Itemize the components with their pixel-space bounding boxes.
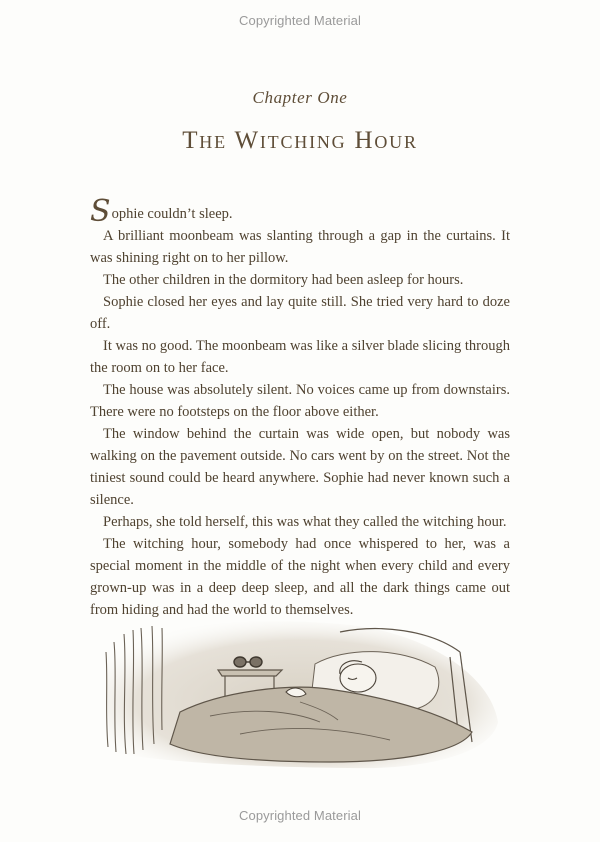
paragraph: The house was absolutely silent. No voices came up from downstairs. There were no footsteps on the floor above either. [90,382,510,420]
paragraph: The window behind the curtain was wide open, but nobody was walking on the pavement outside. No cars went by on the street. Not the tiniest sound could be heard anywhere. Sophie had never known such a silence. [90,426,510,508]
copyright-watermark-top: Copyrighted Material [239,13,361,28]
paragraph: A brilliant moonbeam was slanting through a gap in the curtains. It was shining right on to her pillow. [90,228,510,266]
chapter-body [90,194,510,621]
paragraph [90,194,510,229]
copyright-watermark-bottom: Copyrighted Material [239,808,361,823]
paragraph: The other children in the dormitory had been asleep for hours. [103,272,464,288]
chapter-title: The Witching Hour [182,127,418,154]
paragraph: It was no good. The moonbeam was like a silver blade slicing through the room on to her face. [90,338,510,376]
chapter-label: Chapter One [252,88,348,107]
sleeping-girl-illustration [100,612,500,772]
drop-cap: S [90,194,111,229]
paragraph: Perhaps, she told herself, this was what they called the witching hour. [103,514,507,530]
paragraph: The witching hour, somebody had once whispered to her, was a special moment in the middle of the night when every child and every grown-up was in a deep deep sleep, and all the dark things came out from hiding and had the world to themselves. [90,536,510,618]
paragraph-text: ophie couldn’t sleep. [111,206,233,222]
paragraph: Sophie closed her eyes and lay quite still. She tried very hard to doze off. [90,294,510,332]
